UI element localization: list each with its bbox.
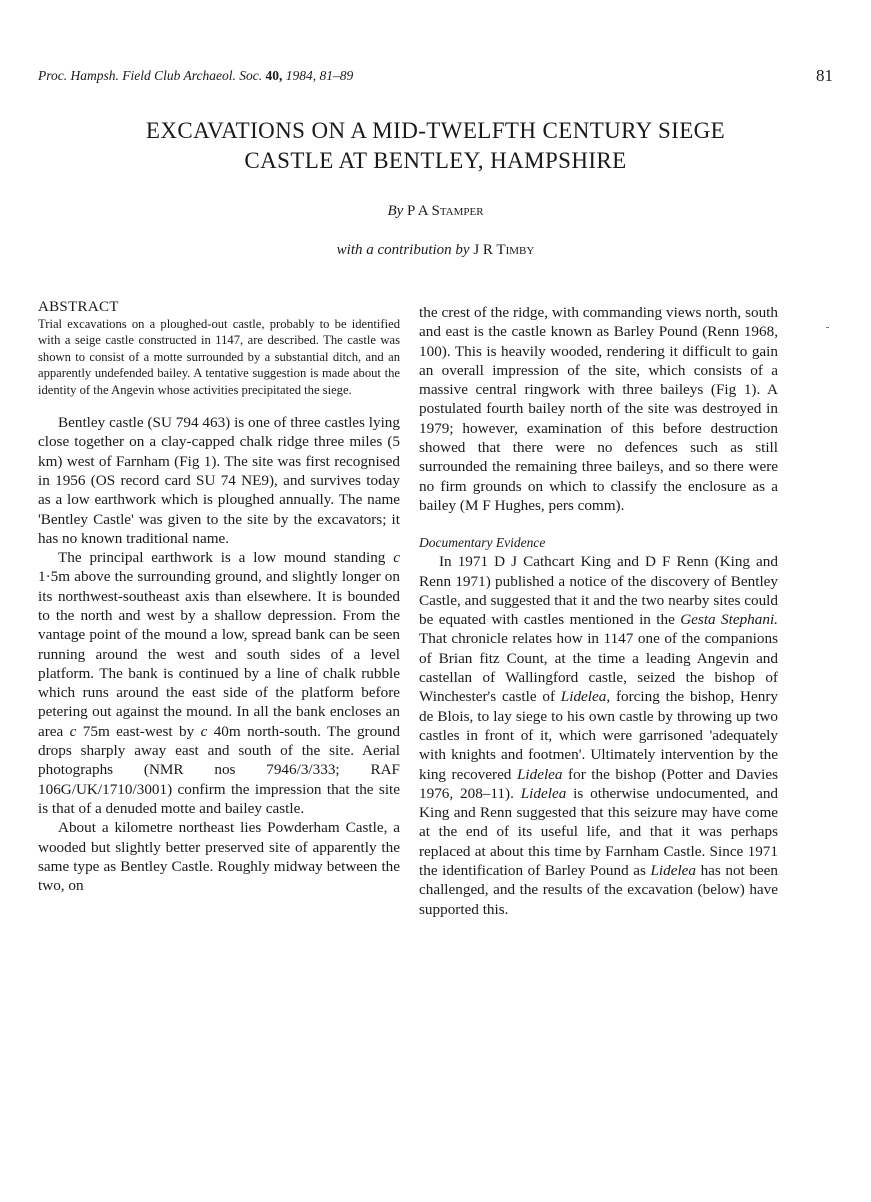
left-column xyxy=(38,298,400,895)
text-run: has not been challenged, and the results of the excavation (below) have supported this. xyxy=(419,862,778,918)
running-head xyxy=(38,68,833,90)
lidelea-name: Lidelea xyxy=(516,765,563,783)
body-paragraph-3: About a kilometre northeast lies Powderham Castle, a wooded but slightly better preserved site of apparently the same type as Bentley Castle. Roughly midway between the two, on xyxy=(38,819,400,895)
title-line-1: EXCAVATIONS ON A MID-TWELFTH CENTURY SIEGE xyxy=(145,118,726,143)
text-run: for the bishop (Potter and Davies 1976, 208–11). xyxy=(419,765,778,802)
contribution-prefix: with a contribution by xyxy=(336,242,470,258)
lidelea-name: Lidelea xyxy=(520,784,567,802)
text-run: That chronicle relates how in 1147 one of the companions of Brian fitz Count, at the time a leading Angevin and castellan of Wallingford castle, seized the bishop of Winchester's castle of xyxy=(419,630,778,706)
journal-name: Proc. Hampsh. Field Club Archaeol. Soc. xyxy=(38,68,263,83)
right-column xyxy=(419,303,778,919)
circa-abbrev: c xyxy=(69,722,77,740)
body-paragraph-1: Bentley castle (SU 794 463) is one of three castles lying close together on a clay-capped chalk ridge three miles (5 km) west of Farnham (Fig 1). The site was first recognised in 1956 (OS record card SU 74 NE9), and survives today as a low earthwork which is ploughed annually. The name 'Bentley Castle' was given to the site by the excavators; it has no known traditional name. xyxy=(38,414,400,547)
body-paragraph-2 xyxy=(38,548,400,818)
abstract-heading: ABSTRACT xyxy=(38,299,119,315)
abstract-text: Trial excavations on a ploughed-out castle, probably to be identified with a seige castle constructed in 1147, are described. The castle was shown to consist of a motte surrounded by a substantial ditch, and an apparently undefended bailey. A tentative suggestion is made about the identity of the Angevin whose activities precipitated the siege. xyxy=(38,317,400,397)
journal-citation xyxy=(38,68,353,84)
text-run: The principal earthwork is a low mound standing xyxy=(58,549,394,567)
text-run: 1·5m above the surrounding ground, and slightly longer on its northwest-southeast axis than elsewhere. It is bounded to the north and west by a shallow depression. From the vantage point of the mound a low, spread bank can be seen running around the west and south sides of a level platform. The bank is continued by a line of chalk rubble which runs around the east side of the platform before petering out against the mound. In all the bank encloses an area xyxy=(38,568,400,740)
scan-speck xyxy=(826,327,829,328)
text-run: is otherwise undocumented, and King and Renn suggested that this seizure may have come at the end of its useful life, and that it was perhaps replaced at about this time by Farnham Castle. Since 1971 the identification of Barley Pound as xyxy=(419,784,779,880)
gesta-stephani-title: Gesta Stephani. xyxy=(680,611,778,629)
text-run: 75m east-west by xyxy=(76,722,201,740)
body-paragraph-4 xyxy=(419,552,778,919)
circa-abbrev: c xyxy=(200,722,208,740)
byline xyxy=(0,203,871,220)
lidelea-name: Lidelea, xyxy=(560,688,611,706)
section-heading: Documentary Evidence xyxy=(419,535,546,551)
page-number: 81 xyxy=(816,66,833,85)
title-line-2: CASTLE AT BENTLEY, HAMPSHIRE xyxy=(244,148,627,173)
year-pages: 1984, 81–89 xyxy=(285,68,354,83)
text-run: forcing the bishop, Henry de Blois, to lay siege to his own castle by throwing up two castles in front of it, which were garrisoned 'adequately with knights and footmen'. Ultimately intervention by the king recovered xyxy=(419,688,778,783)
author-name: P A Stamper xyxy=(407,203,484,219)
article-title xyxy=(20,116,851,176)
byline-by: By xyxy=(387,203,404,219)
circa-abbrev: c xyxy=(393,549,400,567)
text-run: 40m north-south. The ground drops sharply away east and south of the site. Aerial photographs (NMR nos 7946/3/333; RAF 106G/UK/1710/3001) confirm the impression that the site is that of a denuded motte and bailey castle. xyxy=(38,722,400,817)
lidelea-name: Lidelea xyxy=(650,862,697,880)
contributor-name: J R Timby xyxy=(473,242,535,258)
body-paragraph-3-continued: the crest of the ridge, with commanding views north, south and east is the castle known as Barley Pound (Renn 1968, 100). This is heavily wooded, rendering it difficult to gain an overall impression of the site, which consists of a massive central ringwork with three baileys (Fig 1). A postulated fourth bailey north of the site was destroyed in 1979; however, examination of this before destruction showed that there were no defences such as still surrounded the remaining three baileys, and so there were no firm grounds on which to classify the enclosure as a bailey (M F Hughes, pers comm). xyxy=(419,304,778,514)
text-run: In 1971 D J Cathcart King and D F Renn (King and Renn 1971) published a notice of the discovery of Bentley Castle, and suggested that it and the two nearby sites could be equated with castles mentioned in the xyxy=(419,553,778,629)
volume-number: 40, xyxy=(265,68,283,83)
contribution-line xyxy=(0,242,871,259)
